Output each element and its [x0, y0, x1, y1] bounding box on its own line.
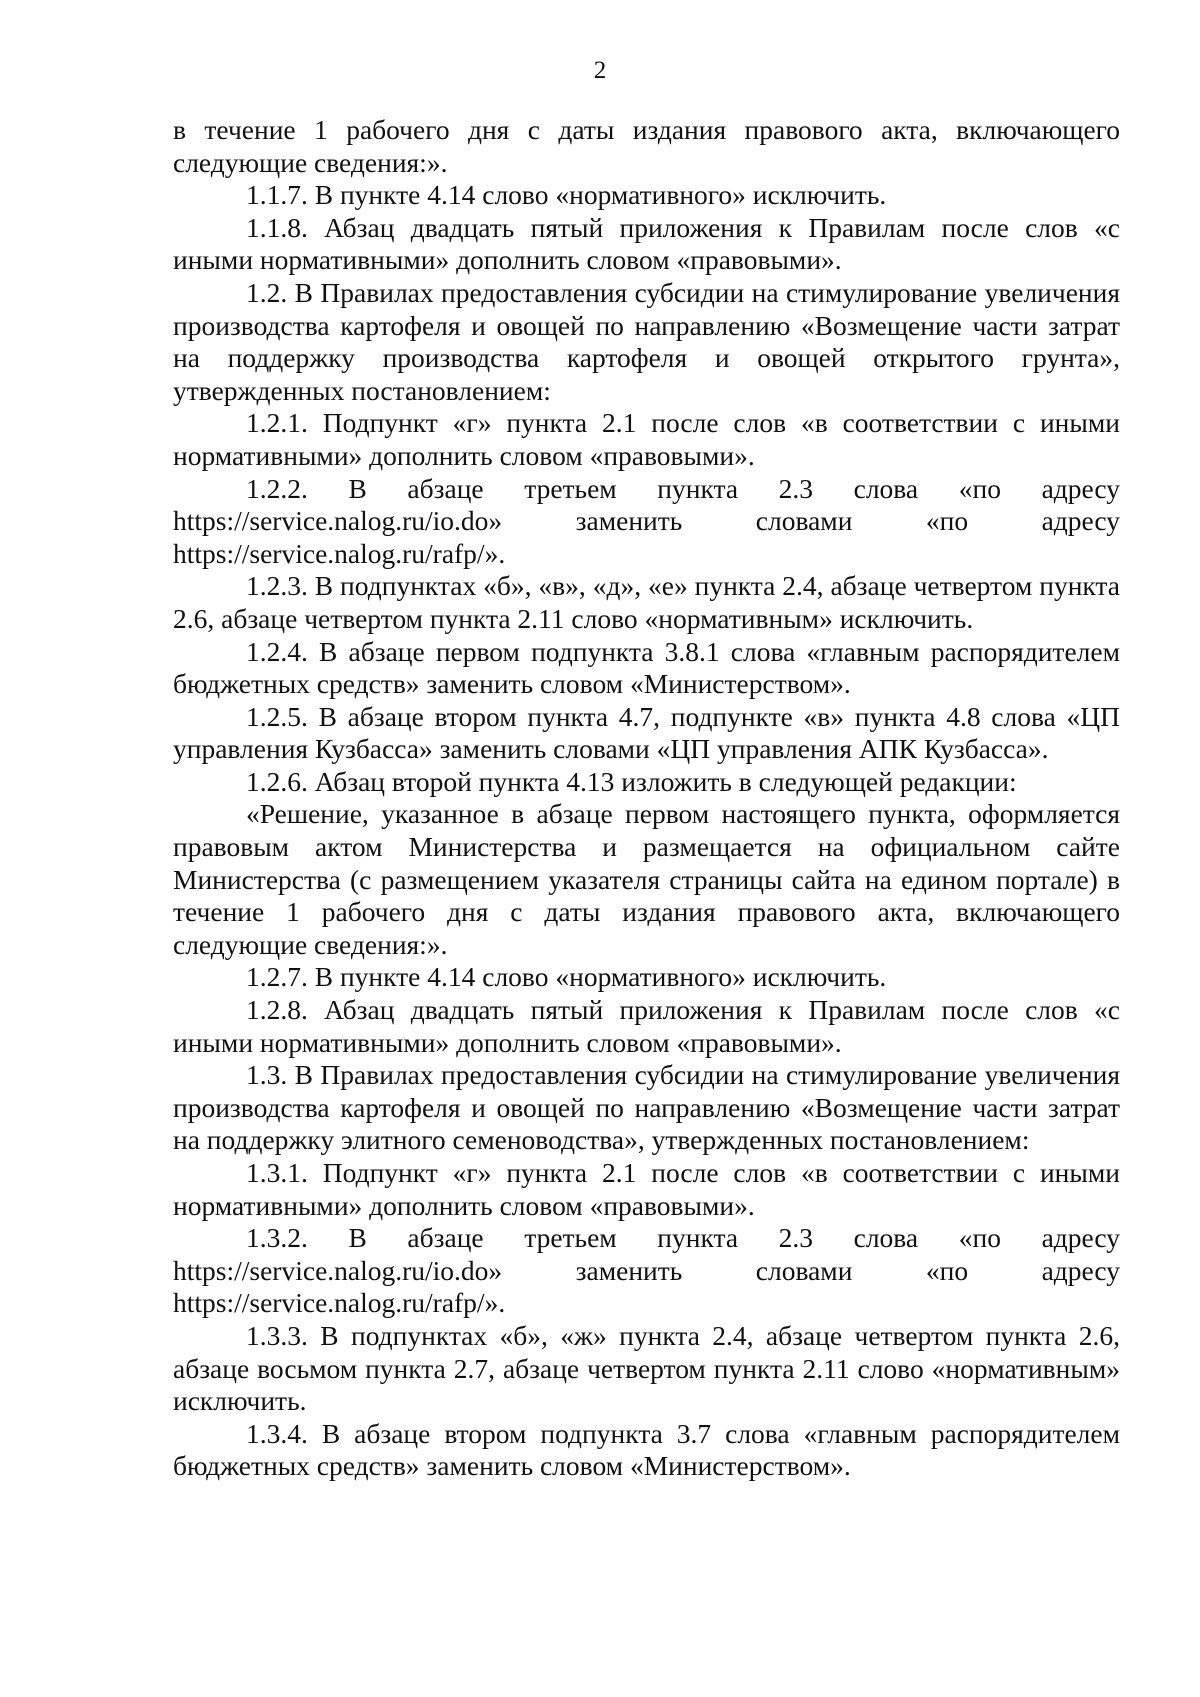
paragraph: 1.3.2. В абзаце третьем пункта 2.3 слова «по адресу https://service.nalog.ru/io.do» заменить словами «по адресу https://service.nalog.ru/rafp/». [173, 1222, 1120, 1319]
page-number: 2 [593, 57, 607, 84]
paragraph: 1.2.1. Подпункт «г» пункта 2.1 после слов «в соответствии с иными нормативными» дополнить словом «правовыми». [173, 407, 1120, 471]
paragraph: 1.3.3. В подпунктах «б», «ж» пункта 2.4, абзаце четвертом пункта 2.6, абзаце восьмом пункта 2.7, абзаце четвертом пункта 2.11 слово «нормативным» исключить. [173, 1319, 1120, 1417]
paragraph: 1.2.2. В абзаце третьем пункта 2.3 слова «по адресу https://service.nalog.ru/io.do» заменить словами «по адресу https://service.nalog.ru/rafp/». [173, 472, 1120, 569]
paragraph: 1.2.5. В абзаце втором пункта 4.7, подпункте «в» пункта 4.8 слова «ЦП управления Кузбасса» заменить словами «ЦП управления АПК Кузбасса». [173, 700, 1120, 765]
paragraph: 1.3.1. Подпункт «г» пункта 2.1 после слов «в соответствии с иными нормативными» дополнить словом «правовыми». [173, 1157, 1120, 1221]
paragraph: 1.3.4. В абзаце втором подпункта 3.7 слова «главным распорядителем бюджетных средств» заменить словом «Министерством». [173, 1417, 1120, 1482]
paragraph: 1.2.4. В абзаце первом подпункта 3.8.1 слова «главным распорядителем бюджетных средств» заменить словом «Министерством». [173, 635, 1120, 700]
paragraph: 1.1.7. В пункте 4.14 слово «нормативного» исключить. [246, 179, 887, 211]
paragraph: 1.2. В Правилах предоставления субсидии на стимулирование увеличения производства картофеля и овощей по направлению «Возмещение части затрат на поддержку производства картофеля и овощей открытого грунта», утвержденных постановлением: [173, 276, 1120, 406]
document-body [173, 114, 1120, 1483]
paragraph: в течение 1 рабочего дня с даты издания правового акта, включающего следующие сведения:». [173, 114, 1120, 178]
paragraph: 1.1.8. Абзац двадцать пятый приложения к Правилам после слов «с иными нормативными» дополнить словом «правовыми». [173, 211, 1120, 276]
paragraph: 1.2.6. Абзац второй пункта 4.13 изложить в следующей редакции: [246, 765, 1017, 797]
paragraph: 1.2.8. Абзац двадцать пятый приложения к Правилам после слов «с иными нормативными» дополнить словом «правовыми». [173, 994, 1120, 1058]
paragraph: 1.3. В Правилах предоставления субсидии на стимулирование увеличения производства картофеля и овощей по направлению «Возмещение части затрат на поддержку элитного семеноводства», утвержденных постановлением: [173, 1059, 1120, 1156]
paragraph: 1.2.3. В подпунктах «б», «в», «д», «е» пункта 2.4, абзаце четвертом пункта 2.6, абзаце четвертом пункта 2.11 слово «нормативным» исключить. [173, 570, 1120, 634]
paragraph: 1.2.7. В пункте 4.14 слово «нормативного» исключить. [246, 961, 887, 993]
paragraph: «Решение, указанное в абзаце первом настоящего пункта, оформляется правовым актом Министерства и размещается на официальном сайте Министерства (с размещением указателя страницы сайта на едином портале) в течение 1 рабочего дня с даты издания правового акта, включающего следующие сведения:». [173, 798, 1120, 960]
